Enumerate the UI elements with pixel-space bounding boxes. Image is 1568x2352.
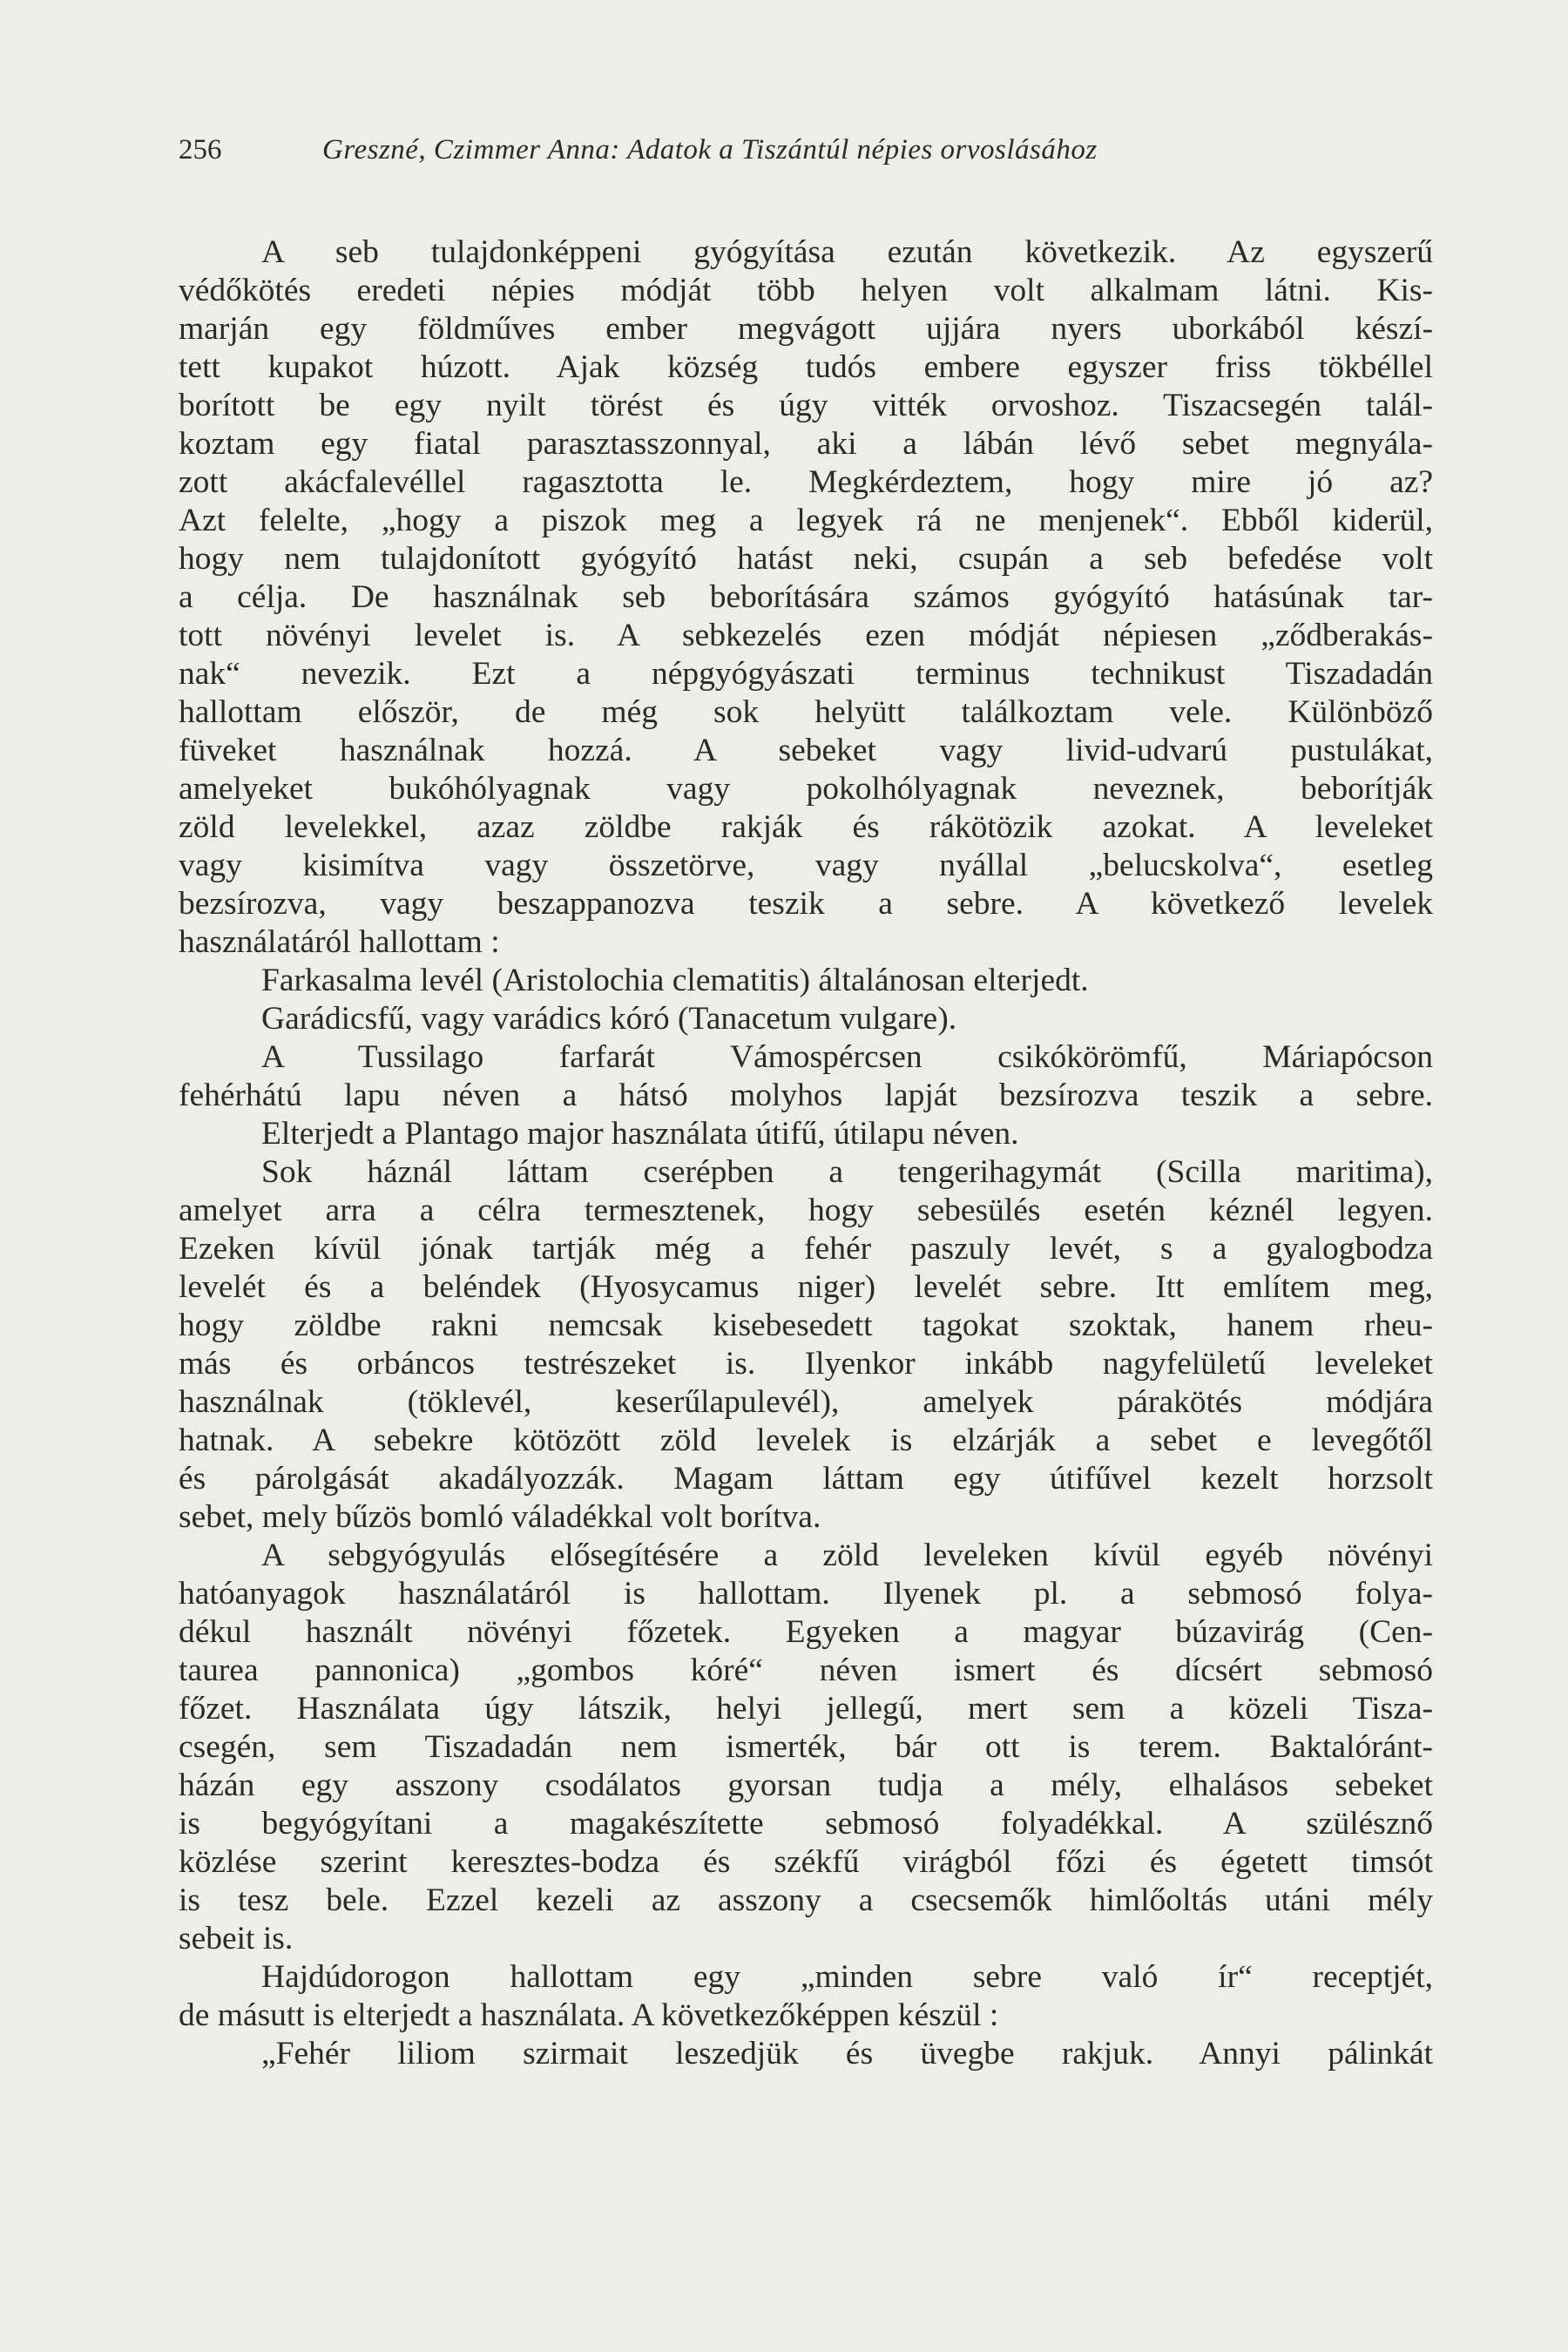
- text-line: amelyet arra a célra termesztenek, hogy sebesülés esetén kéznél legyen.: [179, 1193, 1433, 1228]
- text-line: A seb tulajdonképpeni gyógyítása ezután következik. Az egyszerű: [261, 234, 1433, 270]
- text-line: fehérhátú lapu néven a hátsó molyhos lapját bezsírozva teszik a sebre.: [179, 1078, 1433, 1113]
- body-text: [179, 233, 1433, 2073]
- text-line: hallottam először, de még sok helyütt találkoztam vele. Különböző: [179, 694, 1433, 730]
- text-line: tett kupakot húzott. Ajak község tudós embere egyszer friss tökbéllel: [179, 349, 1433, 385]
- text-line: Azt felelte, „hogy a piszok meg a legyek rá ne menjenek“. Ebből kiderül,: [179, 503, 1433, 538]
- text-line: sebet, mely bűzös bomló váladékkal volt borítva.: [179, 1499, 821, 1535]
- text-line: használatáról hallottam :: [179, 924, 500, 960]
- text-line: házán egy asszony csodálatos gyorsan tudja a mély, elhalásos sebeket: [179, 1767, 1433, 1803]
- text-line: sebeit is.: [179, 1921, 294, 1957]
- text-line: védőkötés eredeti népies módját több helyen volt alkalmam látni. Kis-: [179, 273, 1433, 308]
- text-line: nak“ nevezik. Ezt a népgyógyászati terminus technikust Tiszadadán: [179, 656, 1433, 692]
- text-line: és párolgását akadályozzák. Magam láttam egy útifűvel kezelt horzsolt: [179, 1461, 1433, 1497]
- text-line: Hajdúdorogon hallottam egy „minden sebre való ír“ receptjét,: [261, 1959, 1433, 1995]
- text-line: vagy kisimítva vagy összetörve, vagy nyállal „belucskolva“, esetleg: [179, 848, 1433, 883]
- text-line: Ezeken kívül jónak tartják még a fehér paszuly levét, s a gyalogbodza: [179, 1231, 1433, 1267]
- page-header: [179, 131, 1398, 169]
- text-line: csegén, sem Tiszadadán nem ismerték, bár ott is terem. Baktalóránt-: [179, 1729, 1433, 1765]
- text-line: taurea pannonica) „gombos kóré“ néven ismert és dícsért sebmosó: [179, 1652, 1433, 1688]
- text-line: füveket használnak hozzá. A sebeket vagy livid-udvarú pustulákat,: [179, 733, 1433, 768]
- text-line: A sebgyógyulás elősegítésére a zöld leveleken kívül egyéb növényi: [261, 1538, 1433, 1573]
- text-line: Sok háznál láttam cserépben a tengerihagymát (Scilla maritima),: [261, 1154, 1433, 1190]
- text-line: hatnak. A sebekre kötözött zöld levelek is elzárják a sebet e levegőtől: [179, 1423, 1433, 1458]
- text-line: tott növényi levelet is. A sebkezelés ezen módját népiesen „ződberakás-: [179, 618, 1433, 653]
- text-line: a célja. De használnak seb beborítására számos gyógyító hatásúnak tar-: [179, 579, 1433, 615]
- text-line: zott akácfalevéllel ragasztotta le. Megkérdeztem, hogy mire jó az?: [179, 464, 1433, 500]
- text-line: is tesz bele. Ezzel kezeli az asszony a csecsemők himlőoltás utáni mély: [179, 1882, 1433, 1918]
- text-line: A Tussilago farfarát Vámospércsen csikókörömfű, Máriapócson: [261, 1039, 1433, 1075]
- page-number: 256: [179, 134, 222, 166]
- text-line: levelét és a beléndek (Hyosycamus niger) levelét sebre. Itt említem meg,: [179, 1269, 1433, 1305]
- text-line: zöld levelekkel, azaz zöldbe rakják és rákötözik azokat. A leveleket: [179, 809, 1433, 845]
- text-line: hatóanyagok használatáról is hallottam. Ilyenek pl. a sebmosó folya-: [179, 1576, 1433, 1612]
- text-line: más és orbáncos testrészeket is. Ilyenkor inkább nagyfelületű leveleket: [179, 1346, 1433, 1382]
- text-line: hogy nem tulajdonított gyógyító hatást neki, csupán a seb befedése volt: [179, 541, 1433, 577]
- text-line: dékul használt növényi főzetek. Egyeken a magyar búzavirág (Cen-: [179, 1614, 1433, 1650]
- text-line: közlése szerint keresztes-bodza és székfű virágból főzi és égetett timsót: [179, 1844, 1433, 1880]
- text-line: koztam egy fiatal parasztasszonnyal, aki a lábán lévő sebet megnyála-: [179, 426, 1433, 462]
- text-line: bezsírozva, vagy beszappanozva teszik a sebre. A következő levelek: [179, 886, 1433, 922]
- text-line: Garádicsfű, vagy varádics kóró (Tanacetum vulgare).: [261, 1001, 957, 1037]
- text-line: borított be egy nyilt törést és úgy vitték orvoshoz. Tiszacsegén talál-: [179, 388, 1433, 423]
- running-title: Greszné, Czimmer Anna: Adatok a Tiszántúl népies orvoslásához: [322, 134, 1098, 166]
- text-line: „Fehér liliom szirmait leszedjük és üvegbe rakjuk. Annyi pálinkát: [261, 2036, 1433, 2072]
- text-line: amelyeket bukóhólyagnak vagy pokolhólyagnak neveznek, beborítják: [179, 771, 1433, 807]
- text-line: is begyógyítani a magakészítette sebmosó folyadékkal. A szülésznő: [179, 1806, 1433, 1842]
- text-line: Farkasalma levél (Aristolochia clematitis) általánosan elterjedt.: [261, 963, 1089, 998]
- text-line: használnak (töklevél, keserűlapulevél), amelyek párakötés módjára: [179, 1384, 1433, 1420]
- text-line: marján egy földműves ember megvágott ujjára nyers uborkából készí-: [179, 311, 1433, 347]
- text-line: Elterjedt a Plantago major használata útifű, útilapu néven.: [261, 1116, 1019, 1152]
- text-line: hogy zöldbe rakni nemcsak kisebesedett tagokat szoktak, hanem rheu-: [179, 1308, 1433, 1343]
- text-line: de másutt is elterjedt a használata. A következőképpen készül :: [179, 1997, 999, 2033]
- text-line: főzet. Használata úgy látszik, helyi jellegű, mert sem a közeli Tisza-: [179, 1691, 1433, 1727]
